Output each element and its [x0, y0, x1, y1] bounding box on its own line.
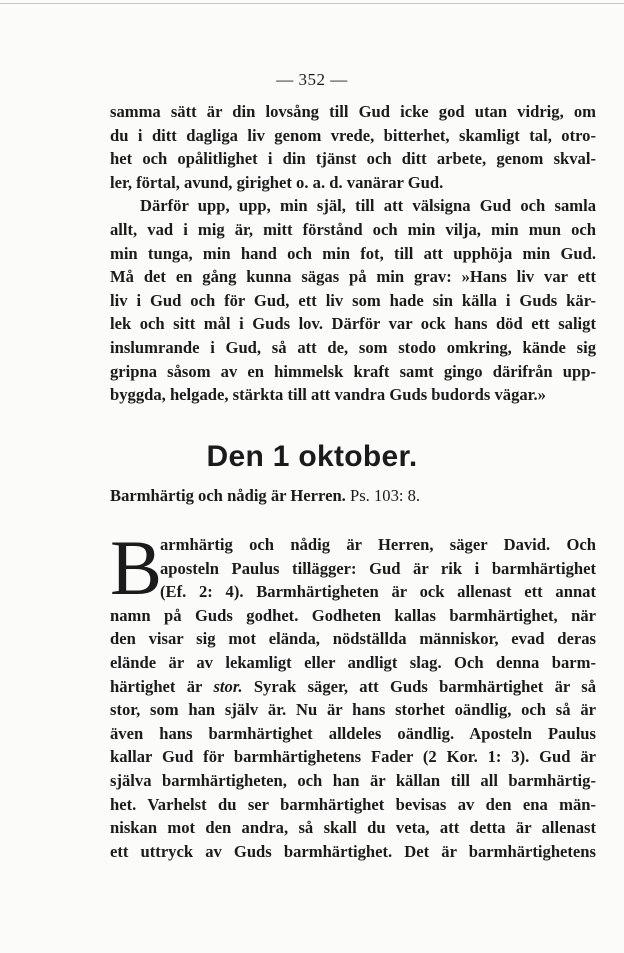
body-text-bottom — [110, 524, 596, 863]
verse-citation: Ps. 103: 8. — [350, 486, 421, 505]
text-line: armhärtig och nådig är Herren, säger David. Och — [160, 535, 596, 554]
text-line: gripna såsom av en himmelsk kraft samt gingo därifrån upp- — [110, 361, 596, 381]
page-number: — 352 — — [276, 70, 348, 89]
text-line: den visar sig mot eländа, nödställda människor, evad deras — [110, 629, 596, 649]
emphasis-text: stor. — [213, 676, 243, 696]
text-line: (Ef. 2: 4). Barmhärtigheten är ock allenast ett annat — [160, 582, 596, 602]
section-heading: Den 1 oktober. — [206, 440, 418, 473]
text-line: ler, förtal, avund, girighet o. a. d. vanärar Gud. — [110, 172, 444, 192]
text-line: liv i Gud och för Gud, ett liv som hade sin källa i Guds kär- — [110, 290, 596, 310]
verse-reference — [110, 484, 596, 508]
text-line — [110, 675, 596, 699]
text-line: min tunga, min hand och min fot, till att upphöja min Gud. — [110, 243, 596, 263]
text-line: Må det en gång kunna sägas på min grav: »Hans liv var ett — [110, 267, 596, 287]
text-line: elände är av lekamligt eller andligt slag. Och denna barm- — [110, 652, 596, 672]
text-line: inslumrande i Gud, så att de, som stodo omkring, kände sig — [110, 337, 596, 357]
text-line: ett uttryck av Guds barmhärtighet. Det är barmhärtighetens — [110, 841, 596, 861]
text-line: även hans barmhärtighet alldeles oändlig. Aposteln Paulus — [110, 723, 596, 743]
text-line: kallar Gud för barmhärtighetens Fader (2 Kor. 1: 3). Gud är — [110, 747, 596, 767]
body-text-top — [110, 100, 596, 407]
text-fragment: härtighet är — [110, 676, 214, 696]
text-line: het och opålitlighet i din tjänst och ditt arbete, genom skval- — [110, 149, 596, 169]
text-line: namn på Guds godhet. Godheten kallas barmhärtighet, när — [110, 605, 596, 625]
text-line: niskan mot den andra, så skall du veta, att detta är allenast — [110, 818, 596, 838]
text-line: allt, vad i mig är, mitt förstånd och min vilja, min mun och — [110, 219, 596, 239]
text-line: själva barmhärtigheten, och han är källan till all barmhärtig- — [110, 770, 596, 790]
drop-cap: B — [110, 524, 163, 611]
text-line: aposteln Paulus tillägger: Gud är rik i barmhärtighet — [160, 558, 596, 578]
text-line: stor, som han själv är. Nu är hans storhet oändlig, och så är — [110, 700, 596, 720]
text-line: du i ditt dagliga liv genom vrede, bitterhet, skamligt tal, otro- — [110, 125, 596, 145]
text-fragment: Syrak säger, att Guds barmhärtighet är så — [242, 676, 596, 696]
text-line: het. Varhelst du ser barmhärtighet bevisas av den ena män- — [110, 794, 596, 814]
text-line: samma sätt är din lovsång till Gud icke god utan vidrig, om — [110, 102, 596, 121]
text-line: Därför upp, upp, min själ, till att välsigna Gud och samla — [140, 196, 596, 216]
verse-text: Barmhärtig och nådig är Herren. — [110, 486, 346, 505]
text-line: lek och sitt mål i Guds lov. Därför var ock hans död ett saligt — [110, 314, 596, 334]
scan-top-edge — [0, 3, 624, 4]
text-line: byggda, helgade, stärkta till att vandra Guds budords vägar.» — [110, 385, 546, 405]
